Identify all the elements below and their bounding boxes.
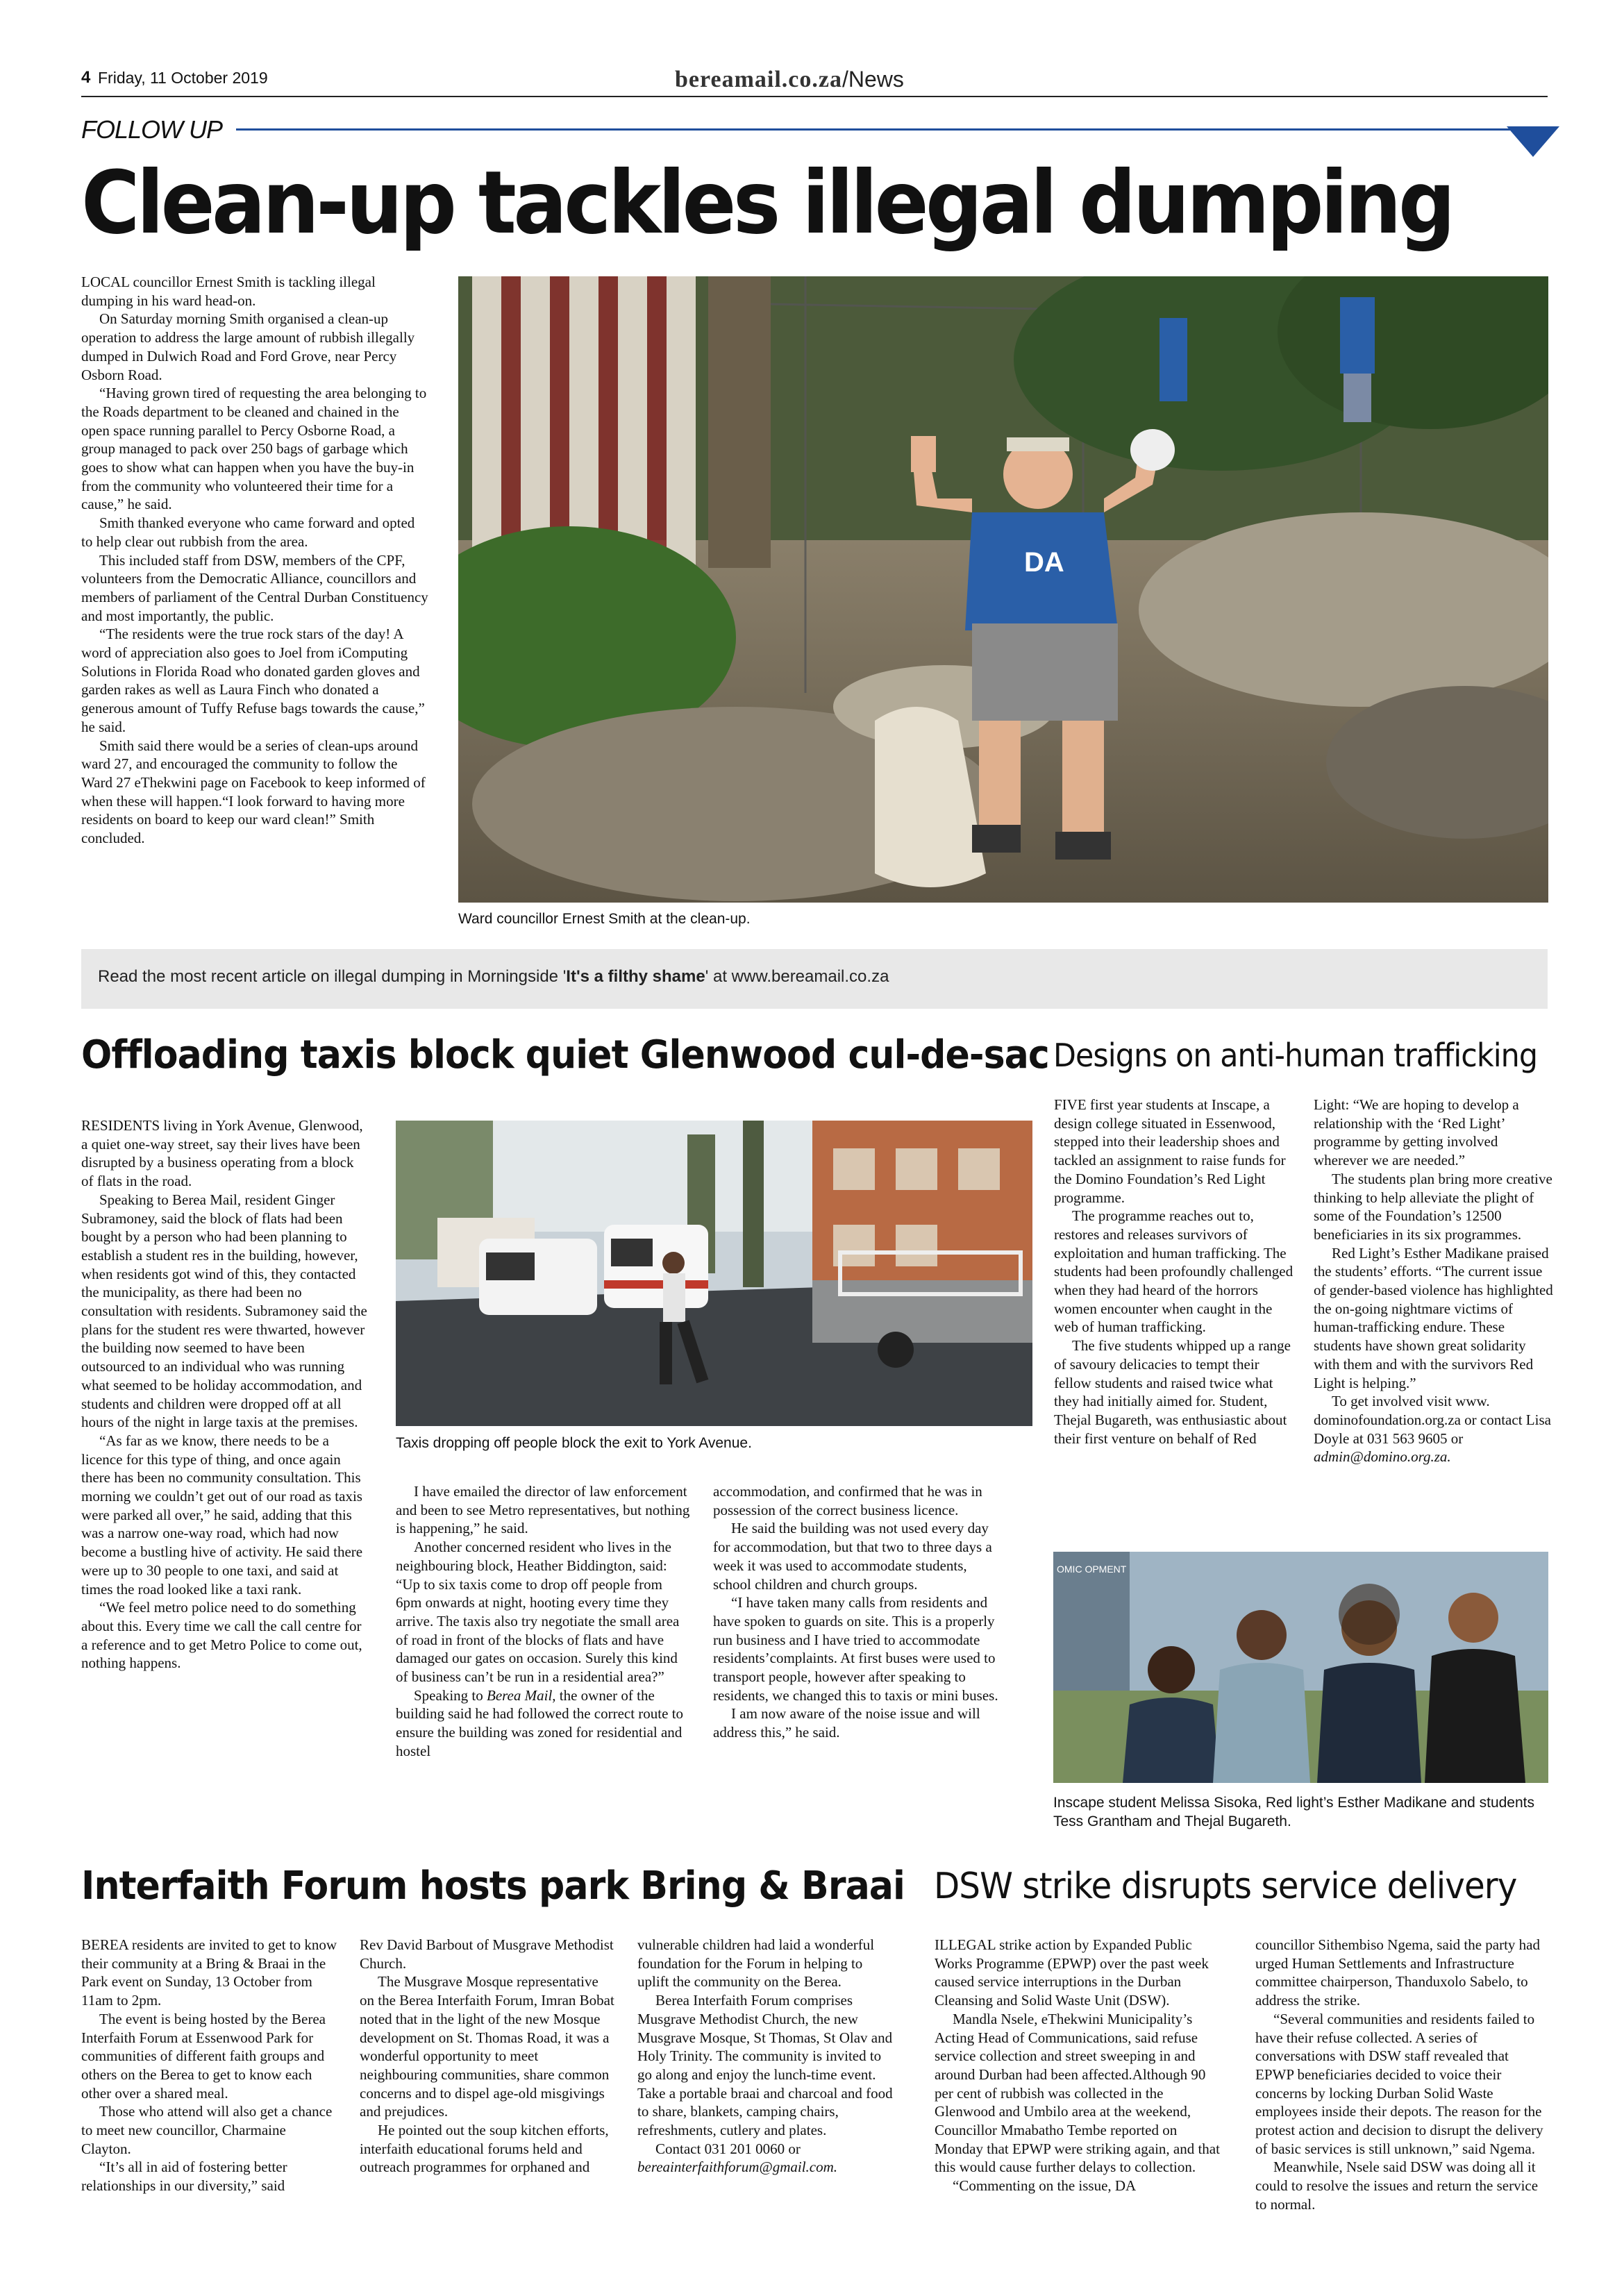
dsw-paragraph: ILLEGAL strike action by Expanded Public Works Programme (EPWP) over the past week caused service interruptions in the Durban Cleansing and Solid Waste Unit (DSW). [935, 1936, 1209, 2009]
lead-paragraph: Smith said there would be a series of clean-ups around ward 27, and encouraged the community to follow the Ward 27 eThekwini page on Facebook to keep informed of when these will happen.“I look forward to having more residents on board to keep our ward clean!” Smith concluded. [81, 737, 426, 847]
section-name: /News [842, 67, 904, 92]
interfaith-contact: Contact 031 201 0060 or [655, 2140, 801, 2157]
lead-paragraph: “The residents were the true rock stars of the day! A word of appreciation also goes to Joel from iComputing Solutions in Florida Road who donated garden gloves and garden rakes as well as Laura Finch who donated a generous amount of Tuffy Refuse bags towards the cause,” he said. [81, 626, 425, 735]
trafficking-col2 [1314, 1096, 1553, 1466]
promo-text-trail: ' at www.bereamail.co.za [705, 967, 889, 986]
publication-name: Berea Mail [487, 1686, 553, 1704]
interfaith-paragraph: Those who attend will also get a chance to meet new councillor, Charmaine Clayton. [81, 2103, 333, 2157]
contact-email[interactable]: admin@domino.org.za. [1314, 1448, 1451, 1466]
interfaith-paragraph: BEREA residents are invited to get to know their community at a Bring & Braai in the Park event on Sunday, 13 October from 11am to 2pm. [81, 1936, 337, 2009]
interfaith-col3 [637, 1936, 898, 2177]
interfaith-headline: Interfaith Forum hosts park Bring & Braai [81, 1863, 905, 1909]
trafficking-headline: Designs on anti-human trafficking [1053, 1037, 1538, 1074]
shirt-logo-text: DA [1024, 547, 1064, 578]
interfaith-col2 [360, 1936, 617, 2177]
interfaith-email-line [637, 2158, 898, 2177]
page-header [81, 67, 1548, 94]
taxis-photo-caption: Taxis dropping off people block the exit to York Avenue. [396, 1435, 752, 1451]
taxis-col2 [396, 1482, 691, 1761]
kicker-triangle-icon [1507, 126, 1559, 157]
issue-date: Friday, 11 October 2019 [98, 69, 268, 87]
taxis-col1 [81, 1116, 369, 1673]
lead-body [81, 273, 428, 848]
taxis-paragraph: “I have taken many calls from residents and have spoken to guards on site. This is a properly run business and I have tried to accommodate residents’complaints. At first buses were used to transport people, however after speaking to residents, we changed this to taxis or mini buses. [713, 1594, 998, 1704]
promo-article-title[interactable]: It's a filthy shame [566, 967, 705, 986]
dsw-paragraph: “Several communities and residents failed to have their refuse collected. A series of conversations with DSW staff revealed that EPWP beneficiaries decided to voice their concerns by locking Durban Solid Waste employees inside their depots. The reason for the protest action and decision to disrupt the delivery of basic services is still unknown,” said Ngema. [1255, 2010, 1543, 2157]
lead-paragraph: On Saturday morning Smith organised a clean-up operation to address the large amount of rubbish illegally dumped in Dulwich Road and Ford Grove, near Percy Osborn Road. [81, 310, 415, 383]
lead-paragraph: Smith thanked everyone who came forward and opted to help clear out rubbish from the area. [81, 514, 415, 550]
dsw-paragraph: “Commenting on the issue, DA [953, 2177, 1137, 2195]
lead-paragraph: “Having grown tired of requesting the area belonging to the Roads department to be cleaned and chained in the open space running parallel to Percy Osborne Road, a group managed to pack over 250 bags of garbage which goes to show what can happen when you have the buy-in from the community who volunteered their time for a cause,” he said. [81, 385, 427, 513]
trafficking-text: To get involved visit www. dominofoundation.org.za or contact Lisa Doyle at 031 563 9605 or [1314, 1393, 1551, 1447]
taxis-col3 [713, 1482, 1005, 1742]
trafficking-col1 [1054, 1096, 1294, 1448]
trafficking-paragraph: FIVE first year students at Inscape, a design college situated in Essenwood, stepped into their leadership shoes and tackled an assignment to raise funds for the Domino Foundation’s Red Light programme. [1054, 1096, 1286, 1206]
students-group-image [1053, 1552, 1548, 1783]
header-rule [81, 96, 1548, 97]
site-name: bereamail.co.za [675, 67, 842, 92]
dsw-paragraph: Mandla Nsele, eThekwini Municipality’s Acting Head of Communications, said refuse service collection and street sweeping in and around Durban had been affected.Although 90 per cent of rubbish was collected in the Glenwood and Umbilo area at the weekend, Councillor Mmabatho Tembe reported on Monday that EPWP were striking again, and that this would cause further delays to collection. [935, 2010, 1220, 2176]
taxis-paragraph: “We feel metro police need to do something about this. Every time we call the call centre for a reference and to get Metro Police to come out, nothing happens. [81, 1599, 362, 1672]
trafficking-paragraph: The programme reaches out to, restores and releases survivors of exploitation and human trafficking. The students had been profoundly challenged when they had heard of the horrors women encounter when caught in the web of human trafficking. [1054, 1207, 1294, 1336]
taxis-paragraph: Another concerned resident who lives in the neighbouring block, Heather Biddington, said: “Up to six taxis come to drop off people from 6pm onwards at night, hooting every time they arrive. The taxis also try negotiate the small area of road in front of the blocks of flats and have damaged our gates on occasion. Surely this kind of business can’t be run in a residential area?” [396, 1539, 680, 1686]
kicker: FOLLOW UP [81, 115, 223, 144]
interfaith-email[interactable]: bereainterfaithforum@gmail.com. [637, 2159, 838, 2176]
interfaith-paragraph: The Musgrave Mosque representative on the Berea Interfaith Forum, Imran Bobat noted that in the light of the new Mosque development on St. Thomas Road, it was a wonderful opportunity to meet neighbouring communities, share common concerns and to dispel age-old misgivings and prejudices. [360, 1973, 614, 2120]
banner-text: OMIC OPMENT [1057, 1564, 1127, 1575]
dsw-col2 [1255, 1936, 1547, 2214]
interfaith-paragraph: He pointed out the soup kitchen efforts, interfaith educational forums held and outreach programmes for orphaned and [360, 2122, 609, 2176]
taxis-street-image [396, 1121, 1032, 1426]
trafficking-photo [1053, 1552, 1548, 1783]
dsw-paragraph: councillor Sithembiso Ngema, said the party had urged Human Settlements and Infrastructure committee chairperson, Thanduxolo Sabelo, to address the strike. [1255, 1936, 1540, 2009]
lead-photo [458, 276, 1548, 903]
taxis-paragraph [396, 1686, 691, 1761]
taxis-paragraph: “As far as we know, there needs to be a licence for this type of thing, and once again there has been no community consultation. This morning we couldn’t get out of our road as taxis were parked all over,” he said, adding that this was a narrow one-way road, which had now become a bustling hive of activity. He said there were up to 30 people to one taxi, and said at times the road looked like a taxi rank. [81, 1432, 363, 1598]
lead-photo-caption: Ward councillor Ernest Smith at the clean-up. [458, 911, 751, 927]
trafficking-paragraph: The five students whipped up a range of savoury delicacies to tempt their fellow students and raised twice what they had initially aimed for. Student, Thejal Bugareth, was enthusiastic about their first venture on behalf of Red [1054, 1337, 1291, 1447]
taxis-text: , the owner of the building said he had followed the correct route to ensure the building was zoned for residential and hostel [396, 1686, 684, 1759]
taxis-photo [396, 1121, 1032, 1426]
taxis-headline: Offloading taxis block quiet Glenwood cul-de-sac [81, 1032, 1049, 1078]
dsw-paragraph: Meanwhile, Nsele said DSW was doing all it could to resolve the issues and return the service to normal. [1255, 2159, 1539, 2213]
lead-paragraph: LOCAL councillor Ernest Smith is tackling illegal dumping in his ward head-on. [81, 274, 376, 309]
trafficking-paragraph: Light: “We are hoping to develop a relationship with the ‘Red Light’ programme by getting involved wherever we are needed.” [1314, 1096, 1519, 1169]
interfaith-paragraph: vulnerable children had laid a wonderful foundation for the Forum in helping to uplift the community on the Berea. [637, 1936, 875, 1991]
taxis-paragraph: I have emailed the director of law enforcement and been to see Metro representatives, but nothing is happening,” he said. [396, 1483, 690, 1537]
lead-headline: Clean-up tackles illegal dumping [81, 153, 1453, 253]
dsw-col1 [935, 1936, 1226, 2195]
taxis-paragraph: He said the building was not used every day for accommodation, but that two to three days a week it was used to accommodate students, school children and church groups. [713, 1520, 992, 1593]
taxis-text: Speaking to [414, 1686, 487, 1704]
taxis-paragraph: RESIDENTS living in York Avenue, Glenwood, a quiet one-way street, say their lives have been disrupted by a business operating from a block of flats in the road. [81, 1117, 363, 1190]
interfaith-paragraph: Berea Interfaith Forum comprises Musgrave Methodist Church, the new Musgrave Mosque, St Thomas, St Olav and Holy Trinity. The community is invited to go along and enjoy the lunch-time event. Take a portable braai and charcoal and food to share, blankets, camping chairs, refreshments, cutlery and plates. [637, 1992, 893, 2139]
dsw-headline: DSW strike disrupts service delivery [934, 1866, 1517, 1907]
trafficking-photo-caption: Inscape student Melissa Sisoka, Red light’s Esther Madikane and students Tess Grantham and Thejal Bugareth. [1053, 1795, 1534, 1829]
trafficking-paragraph: Red Light’s Esther Madikane praised the students’ efforts. “The current issue of gender-based violence has highlighted the on-going nightmare victims of human-trafficking endure. These students have shown great solidarity with them and with the survivors Red Light is helping.” [1314, 1244, 1553, 1391]
taxis-paragraph: Speaking to Berea Mail, resident Ginger Subramoney, said the block of flats had been bought by a person who had been planning to establish a student res in the building, however, when residents got wind of this, they contacted the municipality, as there had been no consultation with residents. Subramoney said the plans for the student res were thwarted, however the building now seemed to have been outsourced to an individual who was running what seemed to be holiday accommodation, and students and children were dropped off at all hours of the night in large taxis at the premises. [81, 1191, 367, 1431]
page-number: 4 [81, 68, 91, 87]
cleanup-scene-image [458, 276, 1548, 903]
promo-box [81, 949, 1548, 1009]
kicker-rule [236, 128, 1514, 131]
lead-paragraph: This included staff from DSW, members of the CPF, volunteers from the Democratic Alliance, councillors and members of parliament of the Central Durban Constituency and most importantly, the public. [81, 551, 428, 624]
taxis-paragraph: I am now aware of the noise issue and will address this,” he said. [713, 1705, 980, 1741]
interfaith-paragraph: The event is being hosted by the Berea Interfaith Forum at Essenwood Park for communities of different faith groups and others on the Berea to get to know each other over a shared meal. [81, 2010, 326, 2102]
trafficking-paragraph: The students plan bring more creative thinking to help alleviate the plight of some of the Foundation’s 12500 beneficiaries in its six programmes. [1314, 1170, 1552, 1243]
interfaith-paragraph: “It’s all in aid of fostering better relationships in our diversity,” said [81, 2159, 287, 2195]
interfaith-paragraph: Rev David Barbout of Musgrave Methodist Church. [360, 1936, 614, 1972]
taxis-paragraph: accommodation, and confirmed that he was in possession of the correct business licence. [713, 1483, 982, 1518]
interfaith-col1 [81, 1936, 338, 2195]
promo-text-lead: Read the most recent article on illegal dumping in Morningside ' [98, 967, 567, 986]
trafficking-paragraph [1314, 1392, 1553, 1466]
masthead-site [675, 67, 904, 93]
